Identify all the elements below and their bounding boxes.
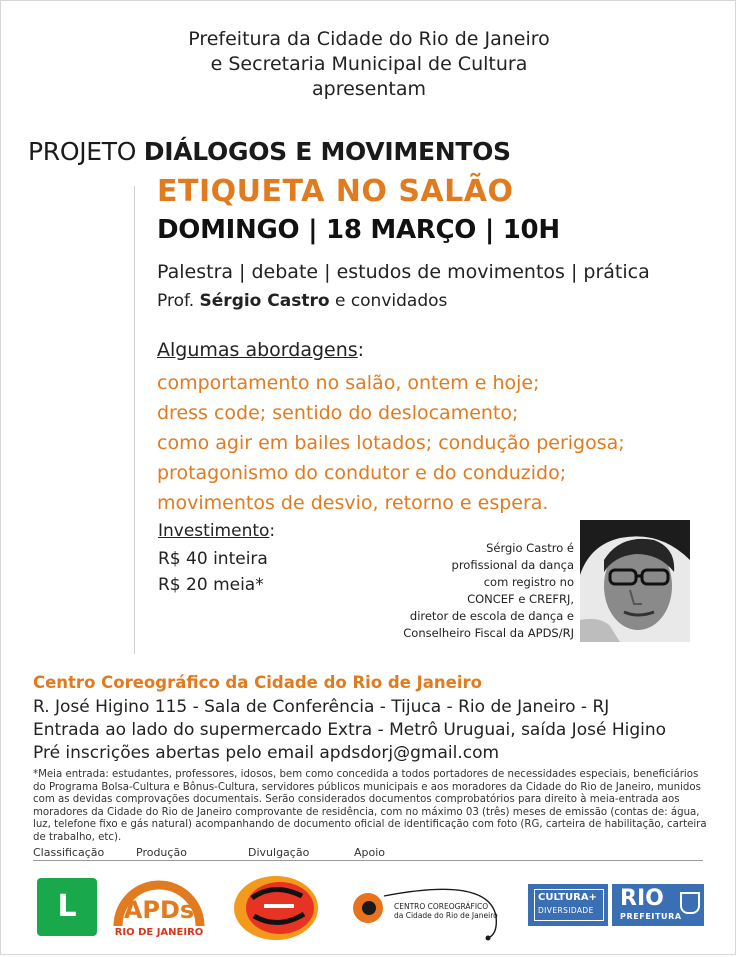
- price-inteira: R$ 40 inteira: [158, 549, 268, 569]
- vertical-divider: [134, 186, 135, 654]
- label-divulgacao: Divulgação: [248, 846, 310, 859]
- abordagens-list: [157, 368, 625, 518]
- event-professor: [157, 291, 447, 311]
- footer-separator: [33, 860, 703, 861]
- bio-line: CONCEF e CREFRJ,: [467, 592, 574, 606]
- classification-badge: [37, 878, 97, 936]
- label-apoio: Apoio: [354, 846, 386, 859]
- list-item: protagonismo do condutor e do conduzido;: [157, 462, 567, 484]
- centro-line-1: CENTRO COREOGRÁFICO: [394, 902, 489, 911]
- abordagens-title-text: Algumas abordagens: [157, 339, 358, 361]
- prof-name: Sérgio Castro: [199, 291, 330, 311]
- abordagens-colon: :: [357, 339, 365, 361]
- apds-sub-text: RIO DE JANEIRO: [114, 927, 204, 938]
- apds-big-text: APDs: [123, 896, 195, 924]
- venue-entrance: Entrada ao lado do supermercado Extra - Metrô Uruguai, saída José Higino: [33, 720, 667, 740]
- rio-prefeitura-logo: [612, 884, 704, 926]
- event-title: ETIQUETA NO SALÃO: [157, 174, 514, 209]
- cultura-diversidade-logo: [528, 884, 608, 926]
- venue-name: Centro Coreográfico da Cidade do Rio de Janeiro: [33, 673, 482, 692]
- portrait-photo: [580, 520, 690, 642]
- project-prefix: PROJETO: [28, 137, 144, 166]
- bio-line: Conselheiro Fiscal da APDS/RJ: [403, 626, 574, 640]
- presenter-line-2: e Secretaria Municipal de Cultura: [210, 53, 528, 75]
- abordagens-title: [157, 339, 364, 361]
- cultura-bottom: DIVERSIDADE: [538, 906, 594, 915]
- project-name: DIÁLOGOS E MOVIMENTOS: [143, 137, 511, 166]
- list-item: comportamento no salão, ontem e hoje;: [157, 372, 540, 394]
- apds-logo: [110, 866, 208, 948]
- list-item: movimentos de desvio, retorno e espera.: [157, 492, 549, 514]
- rio-bottom: PREFEITURA: [620, 912, 682, 921]
- bio-line: diretor de escola de dança e: [409, 609, 574, 623]
- classification-rating: L: [57, 889, 77, 924]
- investimento-colon: :: [269, 521, 276, 541]
- investimento-title-text: Investimento: [158, 521, 270, 541]
- prof-prefix: Prof.: [157, 291, 200, 311]
- investimento-title: [158, 521, 275, 541]
- bio-text: [388, 540, 574, 642]
- list-item: dress code; sentido do deslocamento;: [157, 402, 519, 424]
- label-classificacao: Classificação: [33, 846, 105, 859]
- price-meia: R$ 20 meia*: [158, 575, 264, 595]
- venue-signup: Pré inscrições abertas pelo email apdsdorj@gmail.com: [33, 743, 500, 763]
- bio-line: profissional da dança: [451, 558, 574, 572]
- event-activities: Palestra | debate | estudos de movimentos | prática: [157, 261, 650, 283]
- centro-coreografico-logo: [348, 880, 508, 942]
- project-title: [28, 137, 511, 166]
- footnote: *Meia entrada: estudantes, professores, idosos, bem como concedida a todos portadores de necessidades especiais, beneficiários do Programa Bolsa-Cultura e Bônus-Cultura, servidores públicos municipais e aos moradores da Cidade do Rio de Janeiro, munidos com as devidas comprovações documentais. Serão considerados documentos comprobatórios para direito à meia-entrada aos moradores da Cidade do Rio de Janeiro comprovante de residência, com no máximo 03 (três) meses de emissão (contas de: água, luz, telefone fixo e gás natural) acompanhando de documento oficial de identificação com foto (RG, carteira de habilitação, carteira de trabalho, etc).: [33, 769, 707, 843]
- cultura-top: CULTURA+: [538, 892, 597, 903]
- jornal-salao-danca-logo: [224, 868, 324, 948]
- bio-line: com registro no: [483, 575, 574, 589]
- prof-suffix: e convidados: [329, 291, 448, 311]
- label-producao: Produção: [136, 846, 187, 859]
- list-item: como agir em bailes lotados; condução perigosa;: [157, 432, 625, 454]
- event-date: DOMINGO | 18 MARÇO | 10H: [157, 215, 560, 245]
- presenter-line-3: apresentam: [311, 78, 427, 100]
- presenter-line-1: Prefeitura da Cidade do Rio de Janeiro: [188, 28, 550, 50]
- rio-shield-icon: [680, 892, 700, 914]
- bio-line: Sérgio Castro é: [486, 541, 574, 555]
- centro-line-2: da Cidade do Rio de Janeiro: [394, 911, 498, 920]
- rio-top: RIO: [620, 886, 664, 911]
- venue-address: R. José Higino 115 - Sala de Conferência - Tijuca - Rio de Janeiro - RJ: [33, 697, 610, 717]
